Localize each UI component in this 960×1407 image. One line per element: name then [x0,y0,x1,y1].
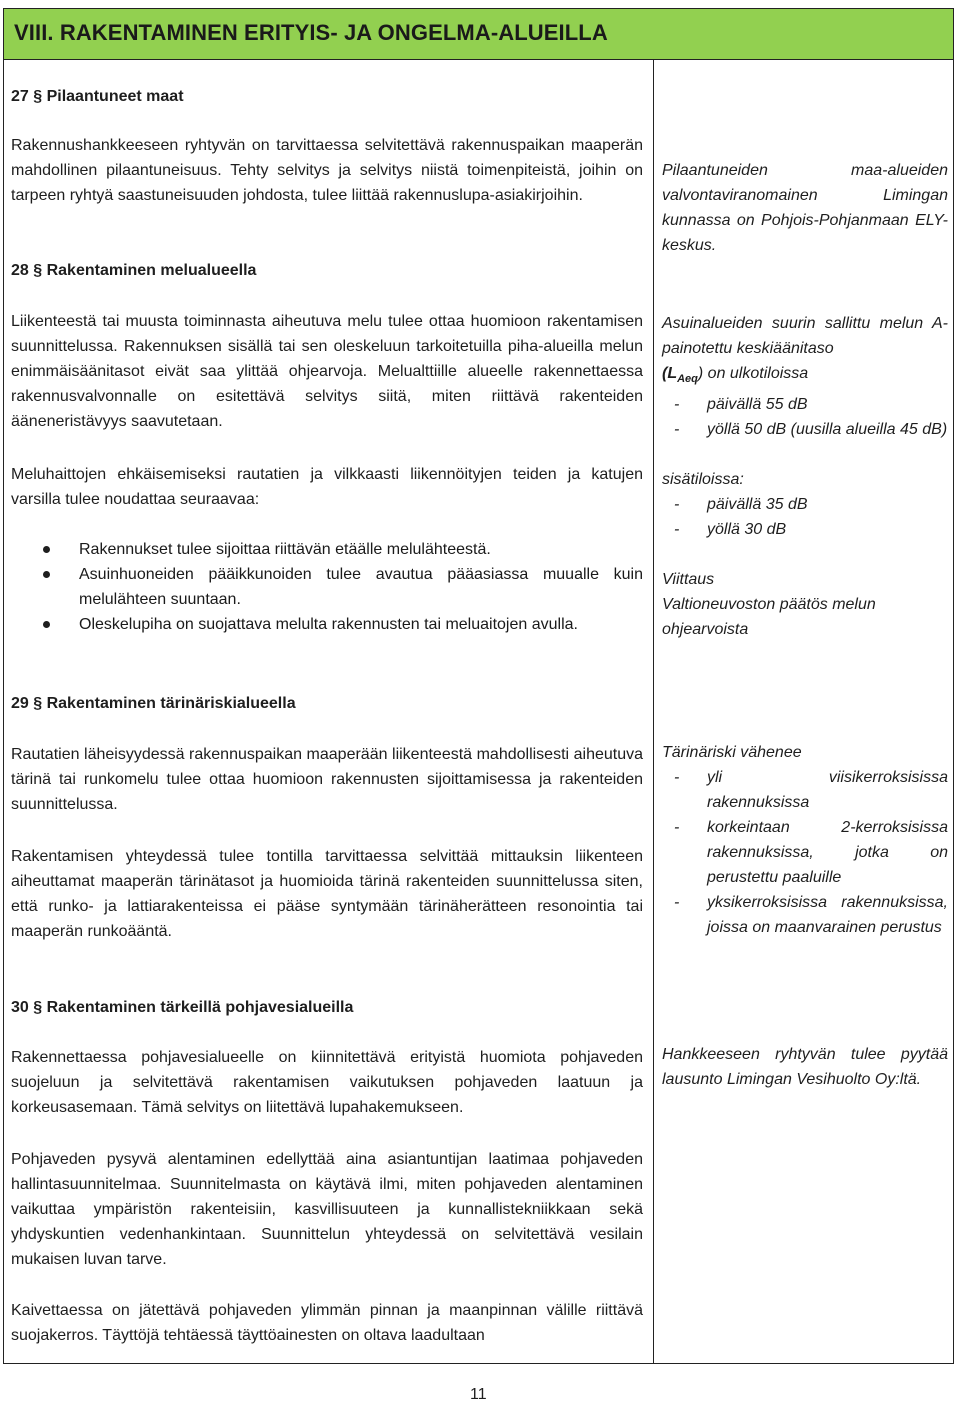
list-item: - yöllä 50 dB (uusilla alueilla 45 dB) [662,417,948,442]
section-29-sidenote [662,740,948,940]
chapter-title: VIII. RAKENTAMINEN ERITYIS- JA ONGELMA-ALUEILLA [14,20,608,45]
list-item: - yöllä 30 dB [662,517,948,542]
section-29-paragraph-1: Rautatien läheisyydessä rakennuspaikan maaperään liikenteestä mahdollisesti aiheutuva tärinä tai runkomelu tulee ottaa huomioon rakennusten sijoittamisessa ja rakenteiden suunnittelussa. [11,746,643,813]
list-item: - päivällä 35 dB [662,492,948,517]
leq-paren: ( [662,365,668,382]
bullet-icon [43,546,50,553]
section-28-heading: 28 § Rakentaminen melualueella [11,262,257,279]
section-30-paragraph-1: Rakennettaessa pohjavesialueelle on kiinnitettävä erityistä huomiota pohjaveden suojeluun ja selvitettävä rakentamisen vaikutuksen pohjaveden laatuun ja korkeusasemaan. Tämä selvitys on liitettävä lupahakemukseen. [11,1049,643,1116]
list-item [43,562,643,612]
dash-icon: - [674,396,680,414]
outdoor-limits-list [662,392,948,442]
bullet-icon [43,571,50,578]
dash-icon: - [674,521,680,539]
dash-icon: - [674,421,680,439]
section-29-heading: 29 § Rakentaminen tärinäriskialueella [11,695,296,712]
section-30-heading: 30 § Rakentaminen tärkeillä pohjavesialueilla [11,999,354,1016]
reference-label: Viittaus [662,571,715,589]
section-27-sidenote: Pilaantuneiden maa-alueiden valvontaviranomainen Limingan kunnassa on Pohjois-Pohjanmaan ELY-keskus. [662,162,948,254]
indoor-limits-list [662,492,948,542]
list-item [43,612,643,637]
section-28-sidenote [662,311,948,642]
list-item: - yli viisikerroksisissa rakennuksissa [662,765,948,815]
section-27-heading: 27 § Pilaantuneet maat [11,88,184,105]
list-item: - yksikerroksisissa rakennuksissa, joissa on maanvarainen perustus [662,890,948,940]
list-item: - korkeintaan 2-kerroksisissa rakennuksissa, jotka on perustettu paaluille [662,815,948,890]
dash-icon: - [674,894,680,911]
list-item-text: Oleskelupiha on suojattava melulta rakennusten tai meluaitojen avulla. [79,616,578,633]
section-28-paragraph-2: Meluhaittojen ehkäisemiseksi rautatien ja vilkkaasti liikennöityjen teiden ja katujen varsilla tulee noudattaa seuraavaa: [11,466,643,508]
section-30-paragraph-2: Pohjaveden pysyvä alentaminen edellyttää aina asiantuntijan laatimaa pohjaveden hallintasuunnitelmaa. Suunnitelmasta on käytävä ilmi, miten pohjaveden alentaminen vaikuttaa ympäristön rakenteisiin, kasvillisuuteen ja kunnallistekniikkaan sekä yhdyskuntien vedenhankintaan. Suunnittelun yhteydessä on selvitettävä vesilain mukaisen luvan tarve. [11,1151,643,1268]
vibration-intro: Tärinäriski vähenee [662,744,802,761]
leq-subscript: Aeq [677,373,698,386]
bullet-icon [43,621,50,628]
vibration-list [662,765,948,940]
section-30-paragraph-3: Kaivettaessa on jätettävä pohjaveden ylimmän pinnan ja maanpinnan välille riittävä suojakerros. Täyttöjä tehtäessä täyttöainesten on oltava laadultaan [11,1302,643,1344]
list-item: - päivällä 55 dB [662,392,948,417]
page-number: 11 [470,1386,487,1403]
dash-icon: - [674,819,680,836]
section-28-bullet-list [43,537,643,637]
section-29-paragraph-2: Rakentamisen yhteydessä tulee tontilla tarvittaessa selvittää mittauksin liikenteen aiheuttamat maaperän tärinätasot ja huomioida tärinä rakenteiden suunnittelussa siten, että runko- ja lattiarakenteissa ei pääse syntymään tärinäherätteen resonointia tai maaperän runkoääntä. [11,848,643,940]
dash-icon: - [674,496,680,514]
leq-rest: ) on ulkotiloissa [697,365,809,382]
list-item [43,537,643,562]
section-28-paragraph-1: Liikenteestä tai muusta toiminnasta aiheutuva melu tulee ottaa huomioon rakentamisen suunnittelussa. Rakennuksen sisällä tai sen oleskeluun tarkoitetuilla piha-alueilla melun enimmäisäänitasot eivät saa ylittää ohjearvoja. Melualttiille alueelle rakennettaessa rakennusvalvonnalle on esitettävä selvitys siitä, miten riittävä rakenteiden ääneneristävyys saavutetaan. [11,313,643,430]
dash-icon: - [674,769,680,786]
reference-text: Valtioneuvoston päätös melun ohjearvoista [662,596,876,639]
section-27-body: Rakennushankkeeseen ryhtyvän on tarvittaessa selvitettävä rakennuspaikan maaperän mahdollinen pilaantuneisuus. Tehty selvitys ja selvitys niistä toimenpiteistä, joihin on tarpeen ryhtyä saastuneisuuden johdosta, tulee liittää rakennuslupa-asiakirjoihin. [11,137,643,204]
list-item-text: Rakennukset tulee sijoittaa riittävän etäälle melulähteestä. [79,541,491,558]
chapter-header [3,8,954,60]
noise-limit-intro: Asuinalueiden suurin sallittu melun A-painotettu keskiäänitaso [662,315,948,357]
leq-symbol: $L_{Aeq}$ [667,365,698,386]
list-item-text: Asuinhuoneiden pääikkunoiden tulee avautua pääasiassa muualle kuin melulähteen suuntaan. [79,566,643,608]
noise-outdoor-label [662,361,948,392]
column-divider [653,60,654,1364]
section-30-sidenote: Hankkeeseen ryhtyvän tulee pyytää lausunto Limingan Vesihuolto Oy:ltä. [662,1046,948,1088]
noise-indoor-label: sisätiloissa: [662,471,744,489]
